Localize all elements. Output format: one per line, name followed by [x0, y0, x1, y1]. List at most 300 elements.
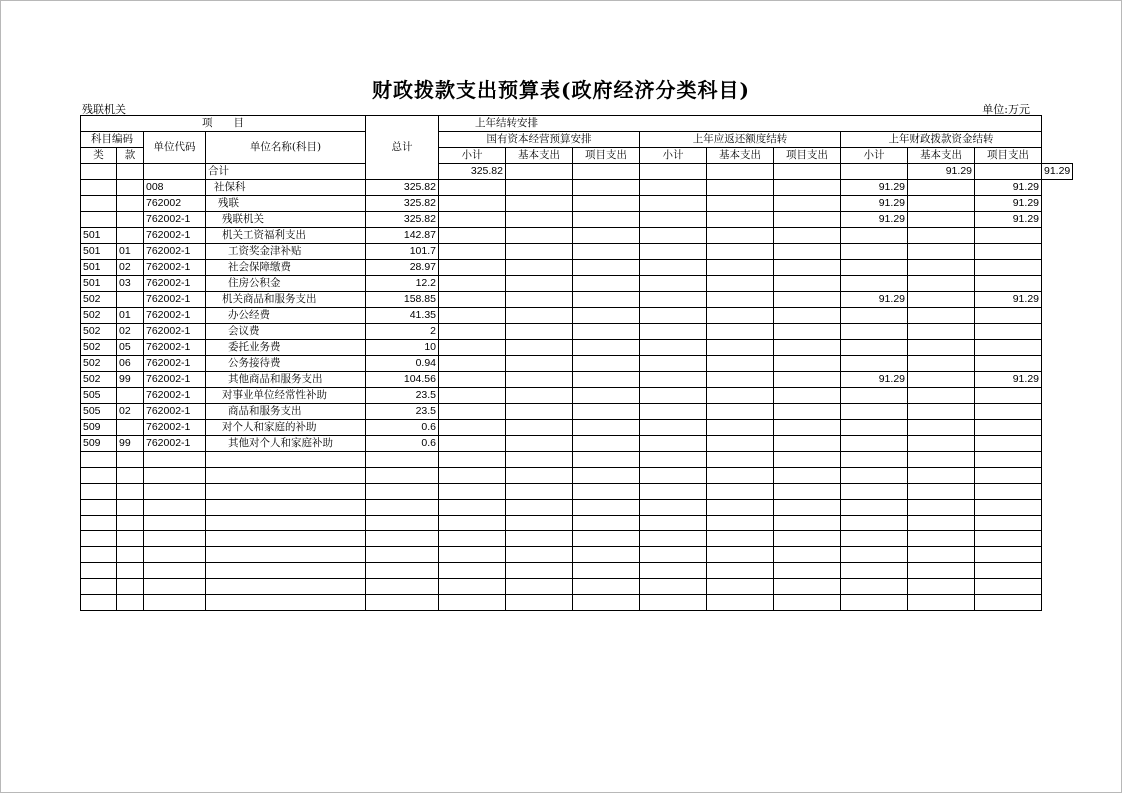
table-row: [81, 420, 1073, 436]
cell-g1-sub: [439, 420, 506, 436]
empty-cell: [640, 547, 707, 563]
empty-cell: [144, 547, 206, 563]
empty-cell: [144, 531, 206, 547]
cell-g1-basic: [506, 372, 573, 388]
cell-g1-sub: [439, 196, 506, 212]
empty-cell: [439, 595, 506, 611]
cell-unit-code: 762002-1: [144, 420, 206, 436]
empty-cell: [640, 452, 707, 468]
empty-cell: [81, 467, 117, 483]
cell-g2-basic: [707, 356, 774, 372]
cell-g1-project: [573, 420, 640, 436]
empty-cell: [117, 563, 144, 579]
empty-cell: [206, 452, 366, 468]
empty-cell: [908, 515, 975, 531]
empty-cell: [707, 483, 774, 499]
cell-lei: 502: [81, 308, 117, 324]
empty-cell: [841, 547, 908, 563]
cell-g2-sub: [640, 260, 707, 276]
cell-g3-basic: [908, 292, 975, 308]
cell-unit-code: 762002-1: [144, 260, 206, 276]
cell-total: 12.2: [366, 276, 439, 292]
table-row: [81, 356, 1073, 372]
cell-g2-project: [774, 292, 841, 308]
empty-cell: [841, 452, 908, 468]
cell-g2-basic: [774, 164, 841, 180]
cell-g1-project: [573, 324, 640, 340]
cell-g3-project: [975, 388, 1042, 404]
cell-unit-code: 762002-1: [144, 356, 206, 372]
cell-unit-code: 762002-1: [144, 388, 206, 404]
empty-cell: [117, 547, 144, 563]
empty-cell: [640, 563, 707, 579]
unit-label: 单位:万元: [982, 103, 1030, 116]
cell-g3-basic: [908, 244, 975, 260]
report-title: 财政拨款支出预算表(政府经济分类科目): [372, 78, 750, 102]
empty-cell: [439, 547, 506, 563]
cell-g1-basic: [506, 404, 573, 420]
table-row: [81, 340, 1073, 356]
cell-g3-basic: [908, 260, 975, 276]
empty-cell: [908, 547, 975, 563]
table-row: [81, 388, 1073, 404]
cell-g1-basic: [506, 324, 573, 340]
header-unit-code: 单位代码: [144, 132, 206, 164]
header-total: 总计: [366, 116, 439, 180]
cell-g3-sub: 91.29: [841, 292, 908, 308]
empty-cell: [908, 563, 975, 579]
cell-g2-sub: [640, 372, 707, 388]
cell-g2-basic: [707, 212, 774, 228]
cell-g3-project: 91.29: [1042, 164, 1073, 180]
cell-unit-name: 其他对个人和家庭补助: [206, 436, 366, 452]
empty-cell: [117, 595, 144, 611]
cell-g2-basic: [707, 180, 774, 196]
cell-g1-sub: [439, 244, 506, 260]
cell-g3-project: 91.29: [975, 212, 1042, 228]
cell-total: 41.35: [366, 308, 439, 324]
cell-unit-code: 762002-1: [144, 404, 206, 420]
empty-cell: [975, 595, 1042, 611]
cell-g2-sub: [640, 196, 707, 212]
cell-g3-sub: [841, 228, 908, 244]
empty-cell: [506, 452, 573, 468]
cell-total: 0.6: [366, 420, 439, 436]
cell-g2-project: [774, 356, 841, 372]
empty-cell: [908, 595, 975, 611]
cell-unit-name: 残联: [206, 196, 366, 212]
empty-cell: [366, 515, 439, 531]
cell-lei: 502: [81, 372, 117, 388]
empty-cell: [640, 499, 707, 515]
table-row: [81, 404, 1073, 420]
cell-g2-project: [774, 244, 841, 260]
cell-g2-basic: [707, 276, 774, 292]
cell-g2-basic: [707, 420, 774, 436]
cell-unit-name: 商品和服务支出: [206, 404, 366, 420]
empty-cell: [640, 531, 707, 547]
empty-cell: [506, 563, 573, 579]
cell-g2-basic: [707, 260, 774, 276]
empty-cell: [975, 579, 1042, 595]
cell-g2-project: [774, 436, 841, 452]
cell-total: 158.85: [366, 292, 439, 308]
cell-g1-basic: [506, 276, 573, 292]
empty-cell: [366, 531, 439, 547]
table-row: [81, 436, 1073, 452]
empty-cell: [117, 515, 144, 531]
cell-unit-code: 008: [144, 180, 206, 196]
empty-cell: [81, 563, 117, 579]
empty-cell: [117, 483, 144, 499]
cell-g1-project: [573, 196, 640, 212]
cell-g1-basic: [506, 436, 573, 452]
empty-cell: [908, 531, 975, 547]
empty-cell: [573, 452, 640, 468]
cell-unit-code: 762002-1: [144, 276, 206, 292]
cell-unit-name: 对个人和家庭的补助: [206, 420, 366, 436]
cell-g1-basic: [506, 180, 573, 196]
table-row: [81, 164, 1073, 180]
empty-cell: [506, 483, 573, 499]
cell-g3-sub: [841, 308, 908, 324]
empty-cell: [206, 595, 366, 611]
cell-g1-project: [573, 260, 640, 276]
empty-cell: [439, 452, 506, 468]
cell-g2-sub: [640, 388, 707, 404]
empty-cell: [117, 531, 144, 547]
cell-kuan: 99: [117, 436, 144, 452]
empty-cell: [439, 515, 506, 531]
cell-g1-project: [573, 228, 640, 244]
cell-unit-code: 762002-1: [144, 340, 206, 356]
cell-lei: 501: [81, 228, 117, 244]
empty-cell: [366, 579, 439, 595]
empty-cell: [439, 499, 506, 515]
empty-cell: [774, 499, 841, 515]
header-g3-sub: 小计: [841, 148, 908, 164]
cell-g2-sub: [640, 404, 707, 420]
empty-cell: [707, 452, 774, 468]
empty-row: [81, 515, 1073, 531]
cell-g2-project: [774, 276, 841, 292]
empty-cell: [774, 467, 841, 483]
empty-row: [81, 531, 1073, 547]
empty-cell: [841, 595, 908, 611]
cell-unit-name: 机关商品和服务支出: [206, 292, 366, 308]
cell-g1-basic: [506, 308, 573, 324]
empty-cell: [206, 547, 366, 563]
empty-cell: [366, 595, 439, 611]
empty-cell: [774, 515, 841, 531]
cell-g1-project: [573, 340, 640, 356]
empty-cell: [366, 547, 439, 563]
empty-cell: [81, 595, 117, 611]
cell-g1-project: [573, 436, 640, 452]
empty-cell: [841, 499, 908, 515]
empty-cell: [774, 547, 841, 563]
empty-cell: [117, 467, 144, 483]
cell-g3-basic: [908, 372, 975, 388]
cell-g2-project: [774, 260, 841, 276]
cell-total: 325.82: [439, 164, 506, 180]
cell-g3-sub: [841, 404, 908, 420]
table-row: [81, 308, 1073, 324]
cell-g3-project: 91.29: [975, 180, 1042, 196]
cell-kuan: 05: [117, 340, 144, 356]
header-g3-project: 项目支出: [975, 148, 1042, 164]
cell-lei: 509: [81, 420, 117, 436]
empty-cell: [841, 579, 908, 595]
empty-cell: [144, 515, 206, 531]
cell-g3-basic: [908, 196, 975, 212]
cell-kuan: 02: [117, 324, 144, 340]
cell-kuan: 02: [117, 260, 144, 276]
cell-g3-project: [975, 276, 1042, 292]
empty-cell: [573, 563, 640, 579]
cell-g1-sub: [439, 372, 506, 388]
empty-cell: [506, 595, 573, 611]
empty-cell: [144, 579, 206, 595]
empty-row: [81, 499, 1073, 515]
cell-g1-basic: [506, 292, 573, 308]
cell-g3-project: [975, 228, 1042, 244]
empty-cell: [640, 595, 707, 611]
empty-cell: [117, 499, 144, 515]
empty-cell: [366, 563, 439, 579]
cell-g2-project: [774, 212, 841, 228]
header-group-1: 国有资本经营预算安排: [439, 132, 640, 148]
cell-unit-code: 762002-1: [144, 212, 206, 228]
cell-g1-basic: [506, 356, 573, 372]
empty-cell: [774, 483, 841, 499]
cell-g2-project: [774, 308, 841, 324]
empty-cell: [841, 515, 908, 531]
empty-cell: [439, 467, 506, 483]
empty-cell: [841, 483, 908, 499]
empty-cell: [573, 515, 640, 531]
cell-g3-project: [975, 356, 1042, 372]
cell-g1-sub: [439, 436, 506, 452]
cell-g2-basic: [707, 196, 774, 212]
empty-cell: [573, 499, 640, 515]
cell-lei: 502: [81, 292, 117, 308]
cell-g1-sub: [439, 212, 506, 228]
cell-g3-basic: [908, 436, 975, 452]
empty-cell: [707, 467, 774, 483]
cell-lei: [81, 196, 117, 212]
cell-unit-code: [144, 164, 206, 180]
empty-cell: [366, 483, 439, 499]
empty-cell: [573, 579, 640, 595]
empty-cell: [117, 579, 144, 595]
empty-cell: [975, 563, 1042, 579]
cell-g3-sub: 91.29: [841, 196, 908, 212]
cell-g2-basic: [707, 244, 774, 260]
cell-g2-sub: [640, 228, 707, 244]
cell-total: 23.5: [366, 404, 439, 420]
cell-unit-name: 对事业单位经常性补助: [206, 388, 366, 404]
cell-unit-code: 762002-1: [144, 228, 206, 244]
header-kemu-code: 科目编码: [81, 132, 144, 148]
empty-cell: [707, 547, 774, 563]
cell-g3-sub: [841, 356, 908, 372]
cell-total: 142.87: [366, 228, 439, 244]
cell-unit-code: 762002-1: [144, 436, 206, 452]
empty-cell: [841, 563, 908, 579]
cell-g3-basic: [908, 308, 975, 324]
cell-g3-project: [975, 244, 1042, 260]
cell-g2-sub: [640, 276, 707, 292]
table-row: [81, 244, 1073, 260]
empty-cell: [366, 467, 439, 483]
cell-total: 325.82: [366, 180, 439, 196]
cell-g3-project: 91.29: [975, 196, 1042, 212]
cell-g2-basic: [707, 404, 774, 420]
empty-cell: [366, 452, 439, 468]
empty-cell: [707, 579, 774, 595]
cell-g2-project: [774, 196, 841, 212]
empty-row: [81, 547, 1073, 563]
empty-cell: [640, 579, 707, 595]
table-row: [81, 276, 1073, 292]
empty-row: [81, 467, 1073, 483]
cell-g3-sub: 91.29: [841, 180, 908, 196]
cell-total: 0.94: [366, 356, 439, 372]
empty-cell: [573, 531, 640, 547]
cell-g3-project: [975, 324, 1042, 340]
cell-g2-sub: [640, 308, 707, 324]
empty-cell: [206, 579, 366, 595]
cell-unit-name: 住房公积金: [206, 276, 366, 292]
cell-g1-sub: [439, 340, 506, 356]
cell-g2-basic: [707, 324, 774, 340]
cell-total: 104.56: [366, 372, 439, 388]
cell-lei: 502: [81, 356, 117, 372]
cell-total: 23.5: [366, 388, 439, 404]
cell-g2-project: [774, 372, 841, 388]
empty-cell: [81, 515, 117, 531]
cell-g1-basic: [506, 228, 573, 244]
empty-cell: [774, 452, 841, 468]
cell-unit-code: 762002-1: [144, 292, 206, 308]
cell-g2-project: [774, 404, 841, 420]
cell-g1-sub: [439, 308, 506, 324]
empty-cell: [117, 452, 144, 468]
cell-g2-sub: [707, 164, 774, 180]
cell-g3-project: [975, 404, 1042, 420]
cell-unit-code: 762002-1: [144, 372, 206, 388]
cell-lei: 505: [81, 388, 117, 404]
empty-cell: [506, 547, 573, 563]
empty-cell: [841, 531, 908, 547]
cell-g1-sub: [439, 388, 506, 404]
cell-unit-code: 762002-1: [144, 324, 206, 340]
cell-g2-sub: [640, 212, 707, 228]
cell-total: 28.97: [366, 260, 439, 276]
header-g1-sub: 小计: [439, 148, 506, 164]
empty-cell: [841, 467, 908, 483]
cell-g2-project: [774, 388, 841, 404]
cell-kuan: [117, 420, 144, 436]
cell-g3-sub: [841, 436, 908, 452]
cell-g2-sub: [640, 340, 707, 356]
cell-g3-sub: [841, 420, 908, 436]
cell-g3-sub: [841, 244, 908, 260]
empty-cell: [206, 531, 366, 547]
cell-g2-basic: [707, 228, 774, 244]
header-lei: 类: [81, 148, 117, 164]
cell-g1-project: [573, 356, 640, 372]
empty-cell: [144, 483, 206, 499]
empty-cell: [81, 547, 117, 563]
empty-cell: [81, 452, 117, 468]
cell-lei: 502: [81, 324, 117, 340]
cell-g3-project: [975, 436, 1042, 452]
cell-kuan: [117, 292, 144, 308]
cell-kuan: [117, 180, 144, 196]
empty-cell: [144, 595, 206, 611]
cell-g3-sub: [841, 388, 908, 404]
cell-g3-project: 91.29: [975, 292, 1042, 308]
empty-cell: [506, 579, 573, 595]
cell-g2-project: [841, 164, 908, 180]
empty-cell: [573, 547, 640, 563]
cell-unit-name: 办公经费: [206, 308, 366, 324]
cell-g3-project: [975, 420, 1042, 436]
cell-unit-name: 社保科: [206, 180, 366, 196]
cell-g1-project: [573, 180, 640, 196]
cell-g1-project: [573, 404, 640, 420]
cell-g3-basic: [908, 212, 975, 228]
cell-g3-sub: 91.29: [841, 372, 908, 388]
empty-cell: [707, 595, 774, 611]
empty-cell: [975, 452, 1042, 468]
empty-cell: [206, 563, 366, 579]
empty-cell: [439, 531, 506, 547]
header-row-2: [81, 132, 1073, 148]
empty-cell: [975, 483, 1042, 499]
empty-cell: [206, 467, 366, 483]
empty-row: [81, 483, 1073, 499]
header-kuan: 款: [117, 148, 144, 164]
empty-row: [81, 579, 1073, 595]
header-group-2: 上年应返还额度结转: [640, 132, 841, 148]
empty-cell: [707, 531, 774, 547]
cell-g1-project: [573, 308, 640, 324]
cell-g3-basic: [908, 420, 975, 436]
empty-cell: [439, 579, 506, 595]
cell-g2-sub: [640, 324, 707, 340]
cell-unit-name: 合计: [206, 164, 366, 180]
header-carry: 上年结转安排: [439, 116, 1042, 132]
empty-cell: [975, 467, 1042, 483]
cell-unit-name: 会议费: [206, 324, 366, 340]
cell-kuan: 99: [117, 372, 144, 388]
table-row: [81, 228, 1073, 244]
cell-unit-name: 委托业务费: [206, 340, 366, 356]
cell-g3-sub: [841, 340, 908, 356]
empty-cell: [206, 515, 366, 531]
table-row: [81, 196, 1073, 212]
empty-row: [81, 452, 1073, 468]
empty-cell: [81, 499, 117, 515]
empty-cell: [908, 452, 975, 468]
empty-cell: [506, 499, 573, 515]
cell-kuan: [117, 228, 144, 244]
cell-kuan: 01: [117, 308, 144, 324]
empty-cell: [81, 579, 117, 595]
